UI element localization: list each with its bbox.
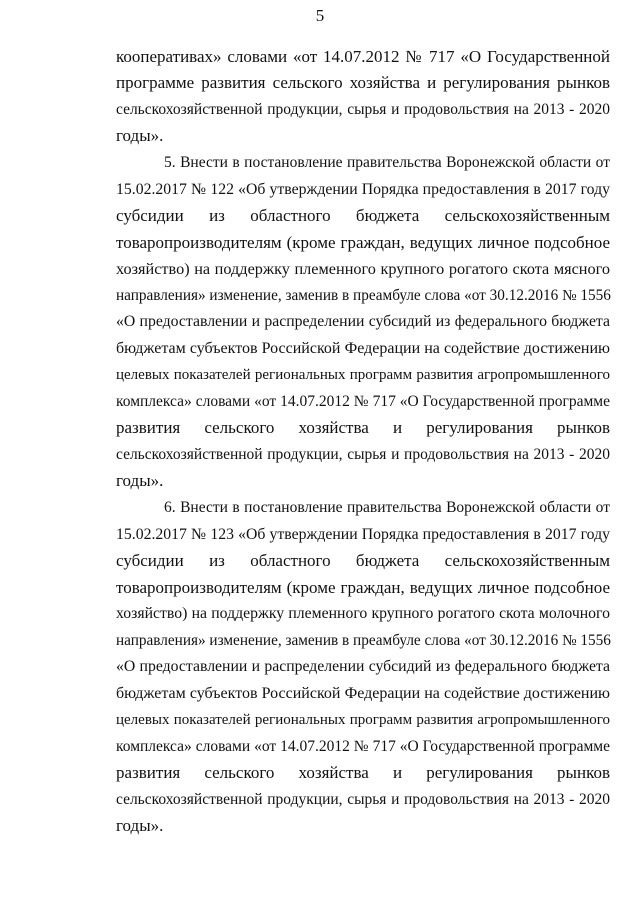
- paragraph-3-line-13: годы».: [116, 816, 164, 835]
- paragraph-1-line-1: кооперативах» словами «от 14.07.2012 № 717 «О Государственной: [116, 47, 610, 66]
- paragraph-1-line-3: сельскохозяйственной продукции, сырья и продовольствия на 2013 - 2020: [116, 101, 610, 118]
- paragraph-3-line-10: комплекса» словами «от 14.07.2012 № 717 «О Государственной программе: [116, 738, 610, 755]
- paragraph-3-line-6: направления» изменение, заменив в преамбуле слова «от 30.12.2016 № 1556: [116, 632, 611, 649]
- paragraph-3-line-5: хозяйство) на поддержку племенного крупного рогатого скота молочного: [116, 605, 610, 622]
- paragraph-2-line-13: годы».: [116, 471, 164, 490]
- paragraph-2-line-1: 5. Внести в постановление правительства Воронежской области от: [164, 154, 610, 171]
- paragraph-2-line-10: комплекса» словами «от 14.07.2012 № 717 «О Государственной программе: [116, 393, 610, 410]
- paragraph-3-line-4: товаропроизводителям (кроме граждан, ведущих личное подсобное: [116, 578, 610, 597]
- paragraph-2-line-7: «О предоставлении и распределении субсидий из федерального бюджета: [116, 313, 610, 330]
- paragraph-2-line-6: направления» изменение, заменив в преамбуле слова «от 30.12.2016 № 1556: [116, 287, 611, 304]
- paragraph-3-line-7: «О предоставлении и распределении субсидий из федерального бюджета: [116, 658, 610, 675]
- paragraph-1-line-4: годы».: [116, 126, 164, 145]
- paragraph-3-line-1: 6. Внести в постановление правительства Воронежской области от: [164, 499, 610, 516]
- paragraph-2-line-9: целевых показателей региональных программ развития агропромышленного: [116, 367, 610, 383]
- paragraph-3-line-8: бюджетам субъектов Российской Федерации на содействие достижению: [116, 685, 610, 702]
- paragraph-3-line-9: целевых показателей региональных программ развития агропромышленного: [116, 712, 610, 728]
- paragraph-3-line-3: субсидии из областного бюджета сельскохозяйственным: [116, 551, 610, 570]
- paragraph-2-line-2: 15.02.2017 № 122 «Об утверждении Порядка предоставления в 2017 году: [116, 181, 610, 198]
- paragraph-2-line-5: хозяйство) на поддержку племенного крупного рогатого скота мясного: [116, 260, 610, 278]
- paragraph-3-line-11: развития сельского хозяйства и регулирования рынков: [116, 763, 610, 782]
- paragraph-2-line-4: товаропроизводителям (кроме граждан, ведущих личное подсобное: [116, 233, 610, 252]
- paragraph-2-line-3: субсидии из областного бюджета сельскохозяйственным: [116, 206, 610, 225]
- paragraph-2-line-11: развития сельского хозяйства и регулирования рынков: [116, 418, 610, 437]
- paragraph-3-line-12: сельскохозяйственной продукции, сырья и продовольствия на 2013 - 2020: [116, 791, 610, 808]
- paragraph-1-line-2: программе развития сельского хозяйства и регулирования рынков: [116, 73, 610, 92]
- paragraph-2-line-12: сельскохозяйственной продукции, сырья и продовольствия на 2013 - 2020: [116, 446, 610, 463]
- paragraph-3-line-2: 15.02.2017 № 123 «Об утверждении Порядка предоставления в 2017 году: [116, 526, 610, 543]
- paragraph-2-line-8: бюджетам субъектов Российской Федерации на содействие достижению: [116, 340, 610, 357]
- page-number: 5: [315, 6, 325, 25]
